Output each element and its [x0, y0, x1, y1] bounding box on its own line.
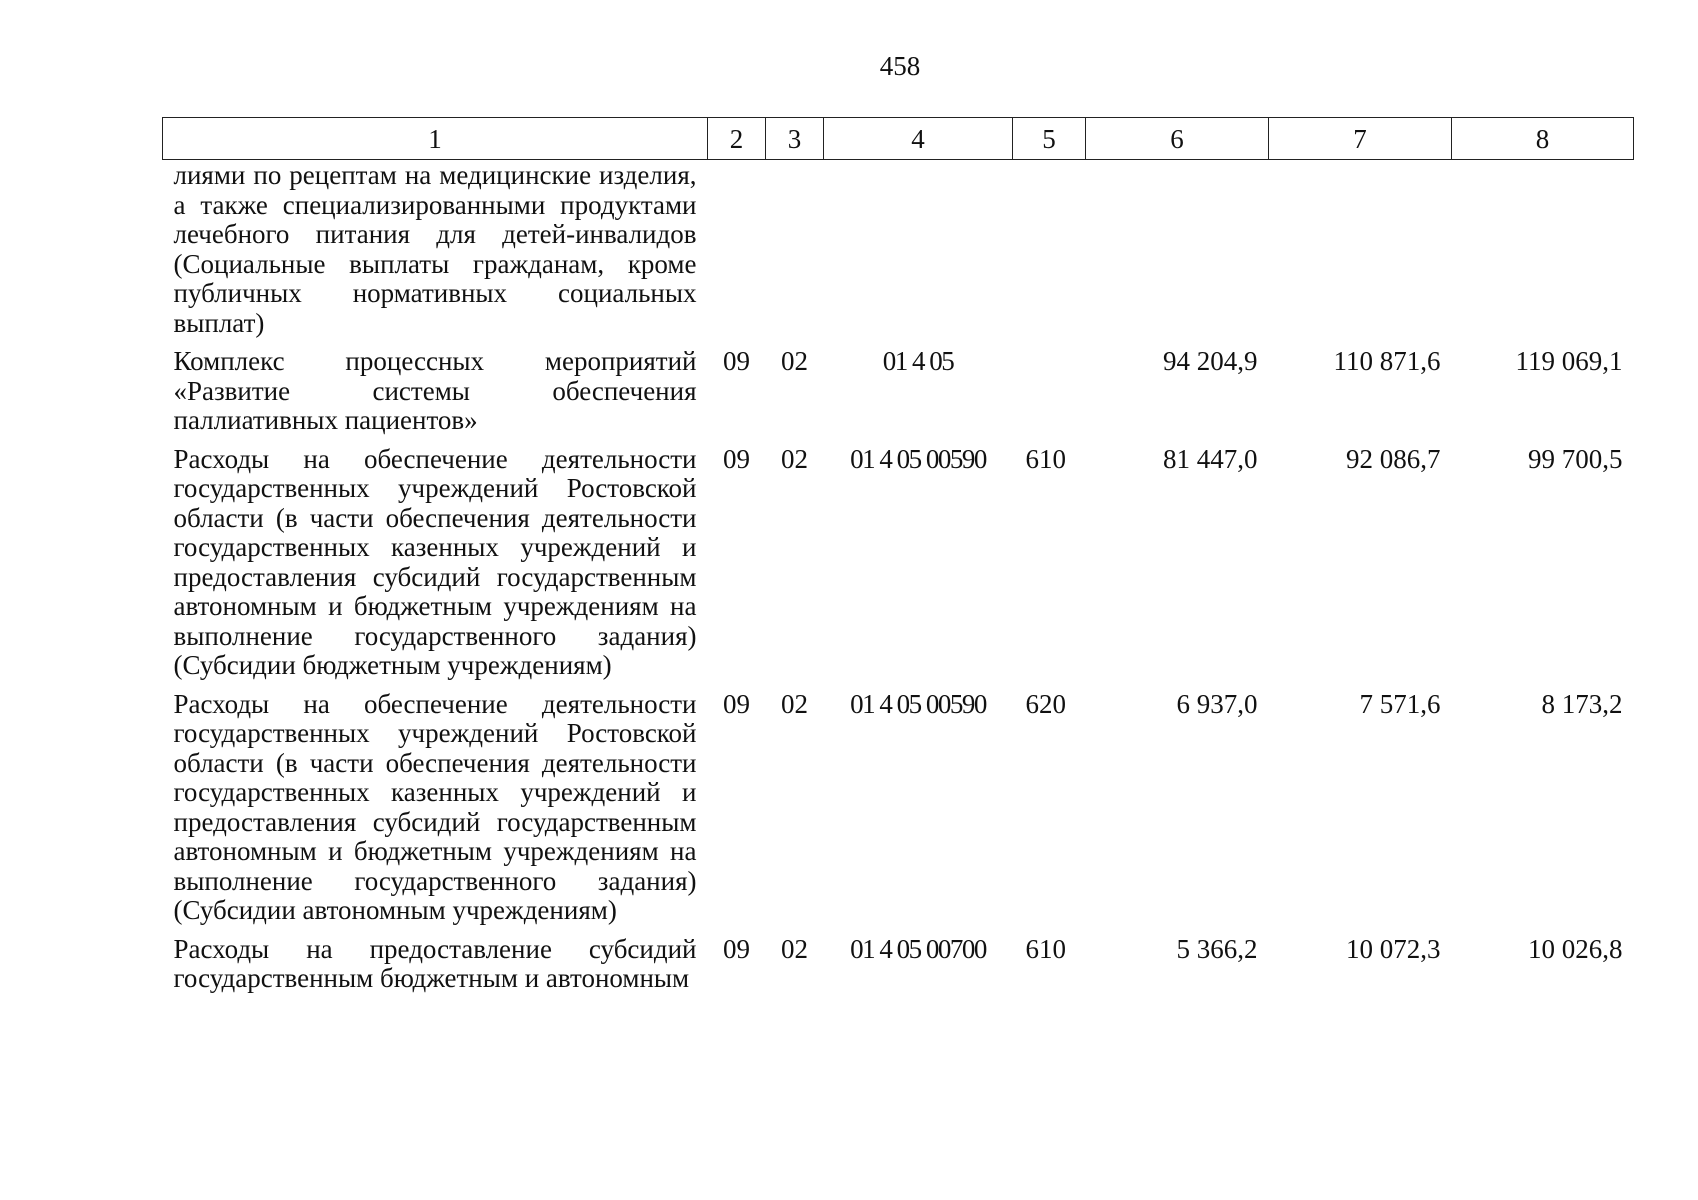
row-target-code: 01 4 05 00590: [850, 688, 986, 719]
row-description: Расходы на предоставление субсидий государственным бюджетным и автономным: [173, 933, 697, 993]
row-amount-col8: [1452, 160, 1634, 348]
column-header-3: 3: [766, 118, 824, 160]
table-row: [163, 347, 1634, 445]
row-subsection-code: 02: [781, 443, 808, 474]
table-row: [163, 690, 1634, 935]
row-description: Комплекс процессных мероприятий «Развитие системы обеспечения паллиативных пациентов»: [173, 346, 697, 435]
row-target-code: [824, 160, 1013, 348]
row-description: лиями по рецептам на медицинские изделия, а также специализированными продуктами лечебного питания для детей-инвалидов (Социальные выплаты гражданам, кроме публичных нормативных социальных выплат): [173, 160, 697, 338]
row-expense-type: 610: [1025, 443, 1066, 474]
row-amount-col6: 94 204,9: [1163, 346, 1258, 376]
page-number: 458: [879, 51, 921, 81]
header-row: [163, 118, 1634, 160]
row-target-code: 01 4 05: [882, 346, 954, 376]
row-expense-type: [1013, 160, 1086, 348]
column-header-1: 1: [163, 118, 708, 160]
row-section-code: 09: [723, 443, 750, 474]
row-subsection-code: 02: [781, 346, 808, 376]
row-target-code: 01 4 05 00590: [850, 443, 986, 474]
row-description: Расходы на обеспечение деятельности государственных учреждений Ростовской области (в части обеспечения деятельности государственных казенных учреждений и предоставления субсидий государственным автономным и бюджетным учреждениям на выполнение государственного задания) (Субсидии бюджетным учреждениям): [173, 443, 697, 680]
column-header-6: 6: [1086, 118, 1269, 160]
budget-table: [162, 117, 1634, 1003]
row-section-code: [708, 160, 766, 348]
row-amount-col7: 110 871,6: [1333, 346, 1441, 376]
row-amount-col8: 119 069,1: [1515, 346, 1623, 376]
row-amount-col8: 10 026,8: [1528, 933, 1623, 964]
table-row: [163, 445, 1634, 690]
row-amount-col7: 92 086,7: [1346, 443, 1441, 474]
column-header-2: 2: [708, 118, 766, 160]
row-amount-col7: 10 072,3: [1346, 933, 1441, 964]
row-description: Расходы на обеспечение деятельности государственных учреждений Ростовской области (в части обеспечения деятельности государственных казенных учреждений и предоставления субсидий государственным автономным и бюджетным учреждениям на выполнение государственного задания) (Субсидии автономным учреждениям): [173, 688, 697, 925]
row-expense-type: [1013, 347, 1086, 445]
row-amount-col7: 7 571,6: [1359, 688, 1441, 719]
row-amount-col8: 8 173,2: [1541, 688, 1623, 719]
row-section-code: 09: [723, 933, 750, 964]
column-header-8: 8: [1452, 118, 1634, 160]
row-target-code: 01 4 05 00700: [850, 933, 986, 964]
row-amount-col6: 5 366,2: [1176, 933, 1258, 964]
row-subsection-code: [766, 160, 824, 348]
column-header-7: 7: [1269, 118, 1452, 160]
column-header-5: 5: [1013, 118, 1086, 160]
row-expense-type: 620: [1025, 688, 1066, 719]
row-amount-col6: 6 937,0: [1176, 688, 1258, 719]
row-section-code: 09: [723, 346, 750, 376]
row-section-code: 09: [723, 688, 750, 719]
row-amount-col6: [1086, 160, 1269, 348]
row-subsection-code: 02: [781, 933, 808, 964]
row-amount-col7: [1269, 160, 1452, 348]
row-amount-col8: 99 700,5: [1528, 443, 1623, 474]
row-expense-type: 610: [1025, 933, 1066, 964]
row-amount-col6: 81 447,0: [1163, 443, 1258, 474]
row-subsection-code: 02: [781, 688, 808, 719]
column-header-4: 4: [824, 118, 1013, 160]
table-row: [163, 160, 1634, 348]
table-row: [163, 935, 1634, 1003]
